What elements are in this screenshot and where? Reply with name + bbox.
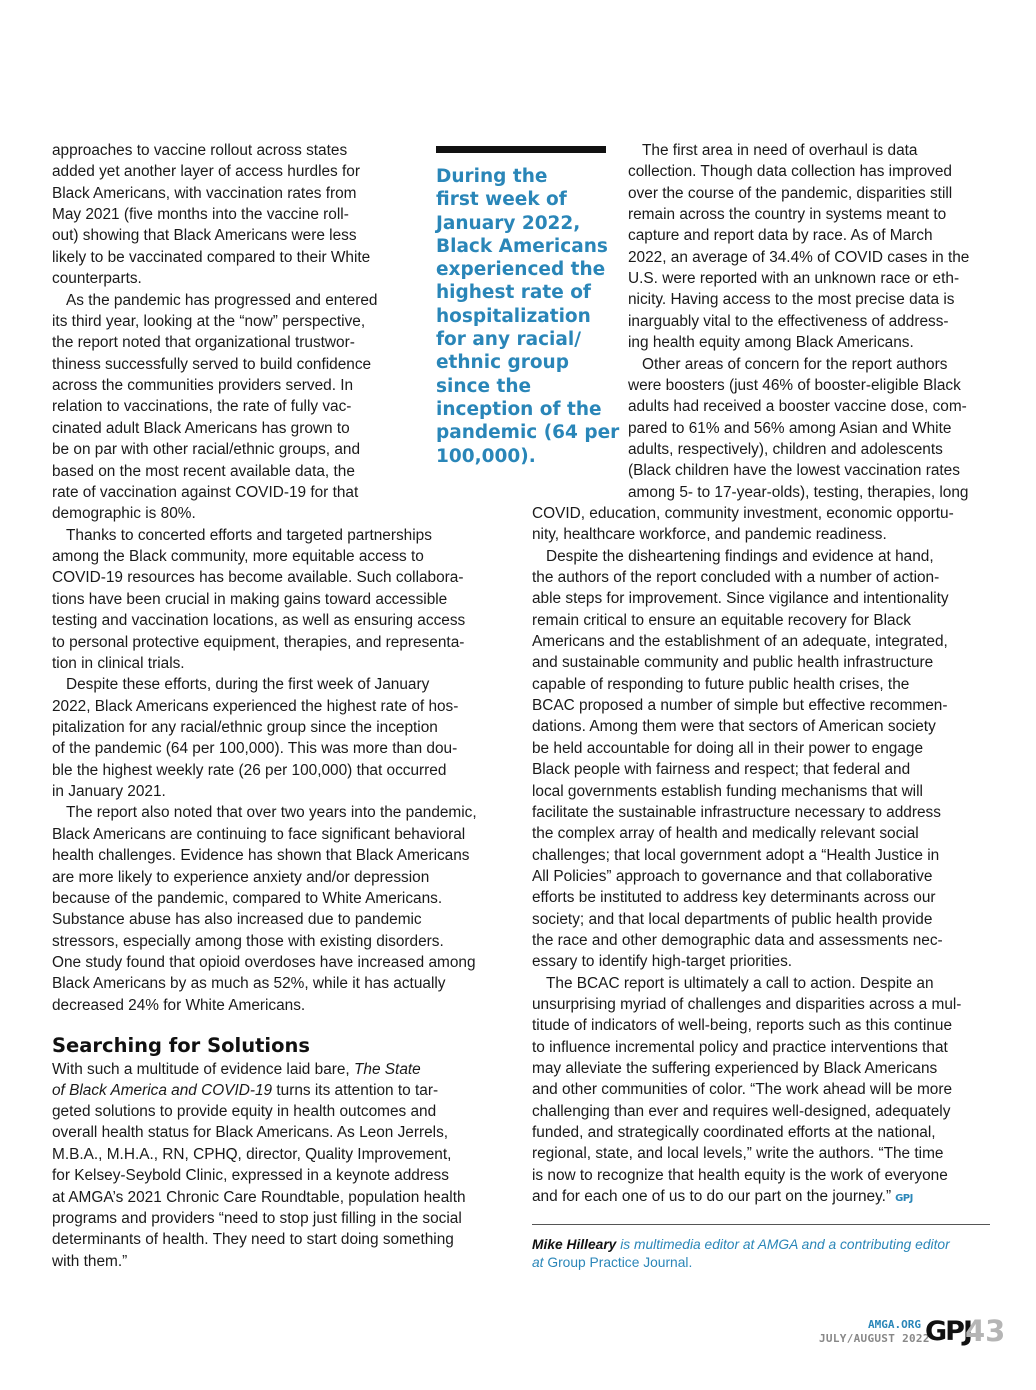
pull-quote-line: experienced the [436, 259, 606, 281]
body-line: to personal protective equipment, therapies, and representa- [52, 633, 465, 651]
pull-quote-line: ethnic group [436, 352, 569, 374]
publication-title: The State [354, 1061, 421, 1078]
body-line: nity, healthcare workforce, and pandemic readiness. [532, 526, 887, 544]
body-line: of the pandemic (64 per 100,000). This was more than dou- [52, 740, 458, 758]
pull-quote-line: first week of [436, 189, 567, 211]
body-line: 2022, an average of 34.4% of COVID cases in the [628, 248, 970, 266]
body-line: The report also noted that over two years into the pandemic, [66, 804, 477, 822]
body-line: over the course of the pandemic, disparities still [628, 184, 953, 202]
body-line: local governments establish funding mechanisms that will [532, 782, 923, 800]
body-line: be held accountable for doing all in their power to engage [532, 739, 924, 757]
body-line: M.B.A., M.H.A., RN, CPHQ, director, Quality Improvement, [52, 1145, 452, 1163]
body-line: Despite these efforts, during the first week of January [66, 676, 430, 694]
body-line: are more likely to experience anxiety and/or depression [52, 868, 430, 886]
body-line: challenges; that local government adopt a “Health Justice in [532, 846, 940, 864]
body-line: of Black America and COVID-19 turns its attention to tar- [52, 1082, 439, 1099]
body-line: dations. Among them were that sectors of American society [532, 718, 936, 736]
body-line: May 2021 (five months into the vaccine roll- [52, 206, 349, 224]
body-line: adults had received a booster vaccine dose, com- [628, 398, 967, 416]
pull-quote-line: January 2022, [436, 212, 581, 234]
body-line: inarguably vital to the effectiveness of address- [628, 312, 949, 330]
body-line: With such a multitude of evidence laid bare, The State [52, 1061, 421, 1078]
body-line: society; and that local departments of public health provide [532, 910, 933, 928]
body-line: adults, respectively), children and adolescents [628, 440, 943, 458]
pull-quote-line: During the [436, 166, 548, 187]
body-line: and sustainable community and public health infrastructure [532, 654, 934, 672]
body-line: relation to vaccinations, the rate of fully vac- [52, 398, 352, 416]
body-line: be on par with other racial/ethnic groups, and [52, 441, 361, 459]
end-mark-logo: GPJ [895, 1193, 913, 1205]
body-line: U.S. were reported with an unknown race or eth- [628, 270, 960, 288]
publication-name: Group Practice Journal. [547, 1255, 693, 1270]
footer-brand-logo: GPJ [925, 1316, 971, 1347]
body-line: efforts be instituted to address key determinants across our [532, 889, 936, 907]
body-line: to influence incremental policy and practice interventions that [532, 1038, 948, 1056]
body-line: funded, and strategically coordinated efforts at the national, [532, 1124, 936, 1142]
body-line: added yet another layer of access hurdles for [52, 163, 360, 181]
publication-title: of Black America and COVID-19 [52, 1082, 273, 1099]
body-line: Black people with fairness and respect; that federal and [532, 761, 911, 779]
body-line: unsurprising myriad of challenges and disparities across a mul- [532, 996, 962, 1013]
body-line: geted solutions to provide equity in health outcomes and [52, 1103, 437, 1120]
body-line: pared to 61% and 56% among Asian and White [628, 419, 952, 437]
body-line: and other communities of color. “The work ahead will be more [532, 1081, 953, 1099]
pull-quote-line: hospitalization [436, 305, 591, 327]
body-line: Black Americans, with vaccination rates from [52, 184, 357, 202]
body-line: remain critical to ensure an equitable recovery for Black [532, 611, 911, 629]
body-line: the complex array of health and medically relevant social [532, 825, 919, 843]
pull-quote-line: highest rate of [436, 282, 591, 304]
body-line: Black Americans by as much as 52%, while it has actually [52, 975, 446, 993]
body-line: One study found that opioid overdoses have increased among [52, 954, 476, 972]
body-line: The first area in need of overhaul is data [642, 142, 918, 159]
body-line: Despite the disheartening findings and evidence at hand, [546, 547, 934, 565]
body-line: facilitate the sustainable infrastructure necessary to address [532, 803, 941, 821]
body-line: Other areas of concern for the report authors [642, 355, 948, 373]
body-line: (Black children have the lowest vaccination rates [628, 462, 960, 480]
body-line: counterparts. [52, 270, 142, 288]
body-line: overall health status for Black Americans. As Leon Jerrels, [52, 1124, 449, 1142]
body-line: the authors of the report concluded with a number of action- [532, 569, 940, 586]
body-line: the report noted that organizational trustwor- [52, 334, 355, 352]
body-line: in January 2021. [52, 783, 166, 801]
pull-quote-line: pandemic (64 per [436, 422, 620, 444]
body-line: titude of indicators of well-being, reports such as this continue [532, 1017, 953, 1035]
body-line: testing and vaccination locations, as well as ensuring access [52, 612, 466, 630]
body-line: COVID, education, community investment, economic opportu- [532, 504, 954, 522]
pull-quote [436, 165, 620, 468]
body-line: based on the most recent available data, the [52, 462, 355, 480]
body-line: Thanks to concerted efforts and targeted partnerships [66, 526, 432, 544]
body-line: determinants of health. They need to start doing something [52, 1231, 454, 1249]
body-line: and for each one of us to do our part on the journey.” GPJ [532, 1188, 913, 1206]
body-line: out) showing that Black Americans were less [52, 227, 357, 245]
body-line: programs and providers “need to stop just filling in the social [52, 1210, 462, 1227]
body-line: The BCAC report is ultimately a call to action. Despite an [546, 974, 934, 992]
pull-quote-rule [436, 146, 606, 153]
pull-quote-line: 100,000). [436, 445, 536, 467]
body-line: capable of responding to future public health crises, the [532, 675, 910, 693]
body-line: demographic is 80%. [52, 505, 196, 523]
pull-quote-line: Black Americans [436, 235, 608, 257]
body-line: As the pandemic has progressed and entered [66, 291, 378, 309]
body-line: Substance abuse has also increased due to pandemic [52, 911, 422, 929]
body-line: capture and report data by race. As of March [628, 227, 933, 245]
body-line: may alleviate the suffering experienced by Black Americans [532, 1060, 938, 1078]
body-line: across the communities providers served. In [52, 377, 354, 395]
footer-date: JULY/AUGUST 2022 [819, 1332, 930, 1345]
body-line: nicity. Having access to the most precise data is [628, 291, 955, 309]
body-line: the race and other demographic data and assessments nec- [532, 931, 943, 949]
body-line: among 5- to 17-year-olds), testing, therapies, long [628, 483, 969, 501]
body-line: BCAC proposed a number of simple but effective recommen- [532, 697, 948, 715]
body-line: Black Americans are continuing to face significant behavioral [52, 825, 466, 843]
body-line: is now to recognize that health equity is the work of everyone [532, 1166, 948, 1184]
author-byline: Mike Hilleary is multimedia editor at AMGA and a contributing editor at Group Practice Journal. [532, 1237, 950, 1270]
body-line: tions have been crucial in making gains toward accessible [52, 590, 448, 608]
body-line: essary to identify high-target priorities. [532, 953, 793, 971]
body-line: remain across the country in systems meant to [628, 206, 947, 224]
body-line: COVID-19 resources has become available. Such collabora- [52, 569, 464, 587]
footer-site: AMGA.ORG [868, 1318, 921, 1331]
body-line: stressors, especially among those with existing disorders. [52, 932, 444, 950]
body-line: Americans and the establishment of an adequate, integrated, [532, 633, 948, 651]
pull-quote-line: inception of the [436, 398, 602, 420]
body-line: decreased 24% for White Americans. [52, 996, 306, 1014]
author-name: Mike Hilleary [532, 1237, 617, 1252]
pull-quote-line: for any racial/ [436, 329, 581, 351]
body-line: 2022, Black Americans experienced the highest rate of hos- [52, 697, 459, 715]
body-line: ing health equity among Black Americans. [628, 334, 914, 352]
page-number: 43 [965, 1314, 1006, 1348]
body-line: pitalization for any racial/ethnic group since the inception [52, 718, 438, 736]
body-line: ble the highest weekly rate (26 per 100,000) that occurred [52, 761, 447, 779]
body-line: were boosters (just 46% of booster-eligible Black [628, 376, 961, 394]
body-line: because of the pandemic, compared to White Americans. [52, 889, 443, 907]
body-line: rate of vaccination against COVID-19 for that [52, 483, 359, 501]
body-line: its third year, looking at the “now” perspective, [52, 312, 366, 330]
pull-quote-line: since the [436, 375, 532, 397]
body-line: challenging than ever and requires well-designed, adequately [532, 1102, 951, 1120]
body-line: for Kelsey-Seybold Clinic, expressed in a keynote address [52, 1167, 449, 1185]
body-line: health challenges. Evidence has shown that Black Americans [52, 847, 470, 865]
section-heading: Searching for Solutions [52, 1034, 310, 1057]
body-line: likely to be vaccinated compared to their White [52, 248, 371, 266]
body-line: tion in clinical trials. [52, 654, 185, 672]
body-line: regional, state, and local levels,” write the authors. “The time [532, 1145, 944, 1163]
body-line: collection. Though data collection has improved [628, 163, 952, 181]
body-line: among the Black community, more equitable access to [52, 548, 424, 566]
body-line: thiness successfully served to build confidence [52, 355, 372, 373]
body-line: cinated adult Black Americans has grown to [52, 419, 350, 437]
body-line: able steps for improvement. Since vigilance and intentionality [532, 590, 949, 608]
byline-rule [532, 1224, 990, 1225]
body-line: approaches to vaccine rollout across states [52, 142, 348, 159]
body-line: with them.” [52, 1252, 128, 1270]
body-line: at AMGA’s 2021 Chronic Care Roundtable, population health [52, 1188, 466, 1206]
body-line: All Policies” approach to governance and that collaborative [532, 867, 933, 885]
